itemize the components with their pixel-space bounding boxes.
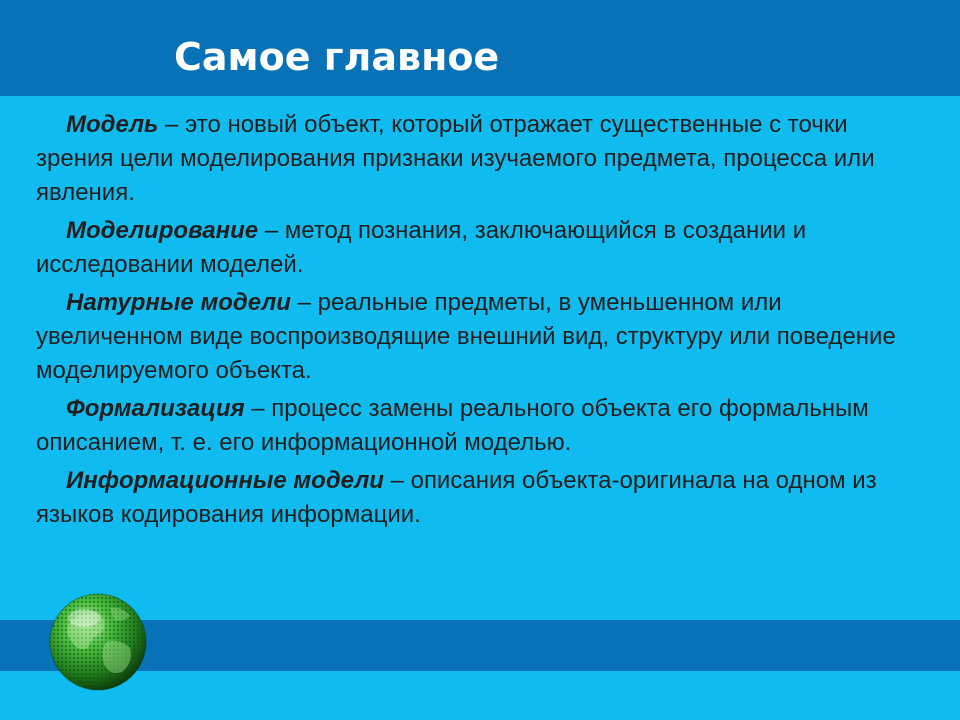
definition-text: – это новый объект, который отражает существенные с точки зрения цели моделирования признаки изучаемого предмета, процесса или явления. [36,111,875,206]
definition-formalization [36,392,926,460]
definition-text: – описания объекта-оригинала на одном из языков кодирования информации. [36,467,877,528]
globe-icon [48,592,148,692]
definition-text: – метод познания, заключающийся в создании и исследовании моделей. [36,217,807,278]
definition-term: Модель [66,111,159,138]
definition-text: – реальные предметы, в уменьшенном или увеличенном виде воспроизводящие внешний вид, структуру или поведение моделируемого объекта. [36,289,896,384]
definition-term: Натурные модели [66,289,291,316]
definition-term: Моделирование [66,217,259,244]
definition-physical-models [36,286,926,388]
slide-title: Самое главное [174,35,500,79]
definition-term: Информационные модели [66,467,384,494]
definitions-list [36,108,926,536]
definition-information-models [36,464,926,532]
definition-model [36,108,926,210]
definition-term: Формализация [66,395,245,422]
definition-text: – процесс замены реального объекта его формальным описанием, т. е. его информационной моделью. [36,395,869,456]
definition-modeling [36,214,926,282]
